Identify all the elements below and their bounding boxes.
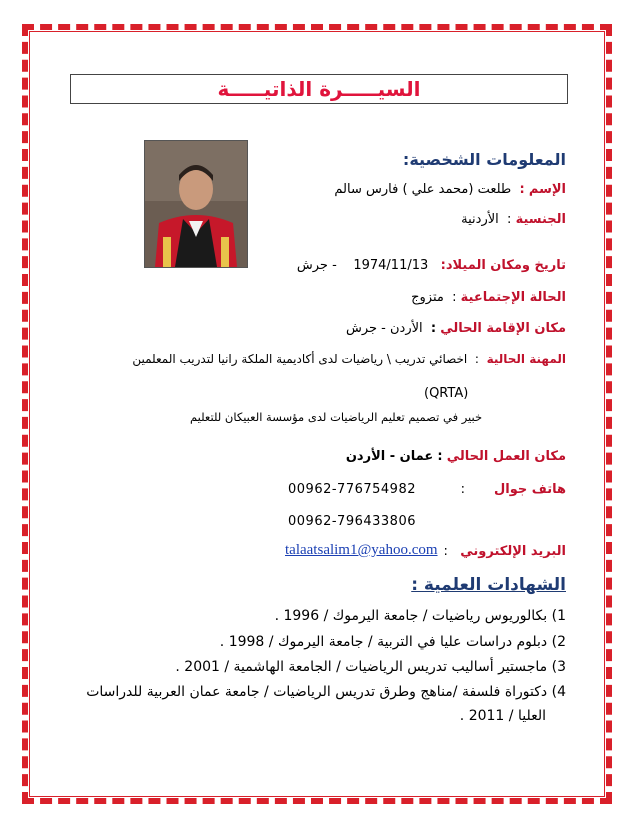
job-qrta: (QRTA) (424, 386, 469, 401)
profile-photo (144, 140, 248, 268)
work-place-row (346, 449, 566, 464)
marital-sep: : (452, 290, 457, 305)
degree-item: 3) ماجستير أساليب تدريس الرياضيات / الجامعة الهاشمية / 2001 . (175, 659, 566, 675)
job-sep: : (474, 352, 479, 366)
phone-1: 00962-776754982 (288, 482, 416, 497)
degree-item: 2) دبلوم دراسات عليا في التربية / جامعة اليرموك / 1998 . (219, 634, 566, 650)
birth-sep: : (440, 258, 446, 273)
birth-date: 1974/11/13 (353, 258, 429, 273)
email-link[interactable]: talaatsalim1@yahoo.com (285, 542, 438, 558)
name-value: طلعت (محمد علي ) فارس سالم (334, 182, 512, 197)
nationality-value: الأردنية (461, 212, 499, 227)
phone-2: 00962-796433806 (288, 514, 416, 529)
email-row (443, 544, 566, 559)
degree-item: 4) دكتوراة فلسفة /مناهج وطرق تدريس الرياضيات / جامعة عمان العربية للدراسات (86, 684, 566, 700)
email-sep: : (443, 544, 448, 559)
marital-value: متزوج (411, 290, 444, 305)
name-sep: : (519, 182, 525, 197)
work-place-label: مكان العمل الحالي (446, 449, 566, 464)
degree-item-continued: العليا / 2011 . (459, 708, 546, 724)
mobile-row (461, 482, 566, 497)
job-value: اخصائي تدريب \ رياضيات لدى أكاديمية الملكة رانيا لتدريب المعلمين (132, 352, 468, 366)
birth-place: - جرش (296, 258, 337, 273)
name-row (334, 182, 566, 197)
name-label: الإسم (528, 182, 566, 197)
mobile-label: هاتف جوال (493, 482, 566, 497)
birth-row (297, 258, 566, 273)
email-label: البريد الإلكتروني (460, 544, 566, 559)
residence-row (346, 321, 566, 336)
job-label: المهنة الحالية (486, 352, 566, 366)
nationality-sep: : (507, 212, 512, 227)
job-row (132, 352, 566, 366)
mobile-sep: : (460, 482, 466, 497)
personal-info-heading: المعلومات الشخصية: (402, 150, 566, 169)
work-place-sep: : (437, 449, 443, 464)
nationality-row (461, 212, 566, 227)
residence-label: مكان الإقامة الحالي (440, 321, 566, 336)
job-expert: خبير في تصميم تعليم الرياضيات لدى مؤسسة العبيكان للتعليم (190, 410, 483, 424)
birth-label: تاريخ ومكان الميلاد (445, 258, 566, 273)
marital-label: الحالة الإجتماعية (460, 290, 566, 305)
page-title: السيـــــرة الذاتيـــــة (70, 74, 568, 104)
degree-item: 1) بكالوريوس رياضيات / جامعة اليرموك / 1996 . (274, 608, 566, 624)
work-place-value: عمان - الأردن (345, 449, 434, 464)
residence-value: الأردن - جرش (345, 321, 423, 336)
degrees-heading: الشهادات العلمية : (411, 575, 566, 595)
residence-sep: : (430, 321, 437, 336)
marital-row (411, 290, 566, 305)
nationality-label: الجنسية (515, 212, 566, 227)
